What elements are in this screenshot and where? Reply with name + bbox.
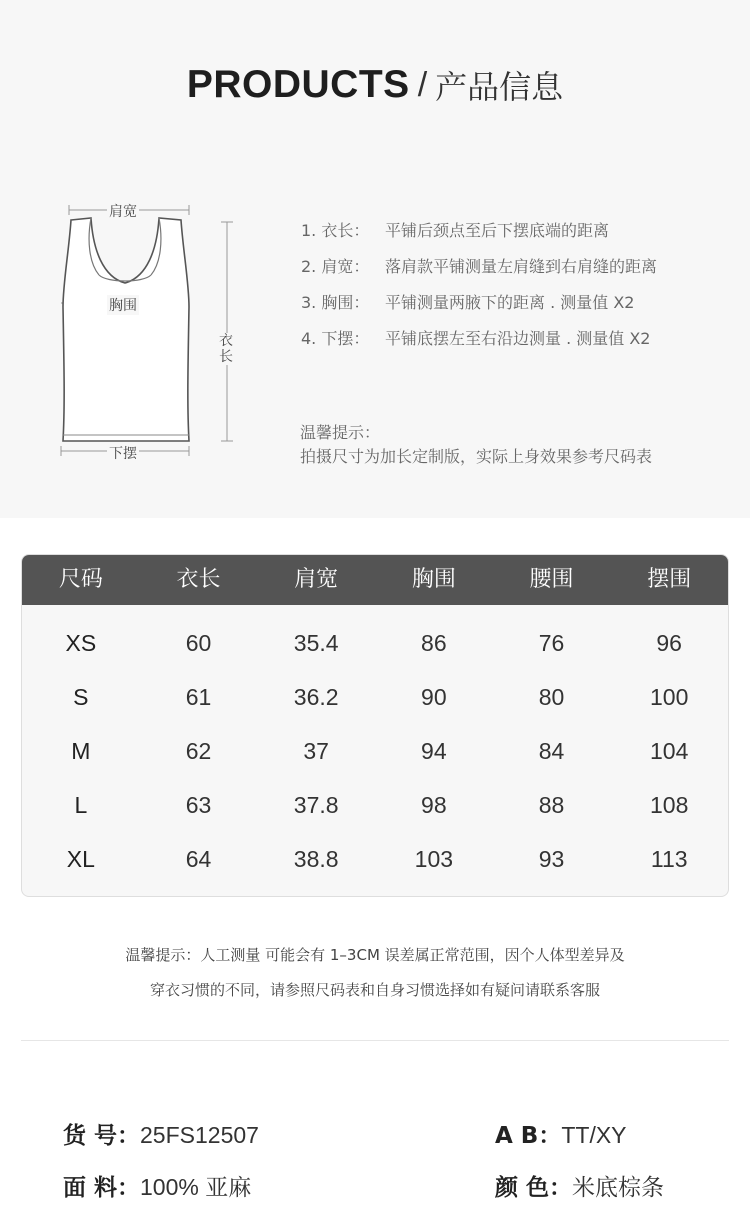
table-cell: 62 [185,738,212,764]
ab-grade-label: A B： [495,1123,562,1149]
note-text: 平铺底摆左至右沿边测量 . 测量值 X2 [385,329,651,348]
fabric [63,1169,251,1202]
size-table-header [22,555,728,605]
table-cell: 94 [421,738,447,764]
measurement-note [301,292,657,328]
table-cell: M [71,738,91,764]
note-text: 平铺测量两腋下的距离 . 测量值 X2 [385,293,635,312]
item-number-label: 货 号： [63,1123,141,1149]
table-cell: 113 [650,846,688,872]
size-table [21,554,729,897]
color-label: 颜 色： [495,1175,573,1201]
table-cell: 98 [421,792,447,818]
title-separator: / [417,65,428,104]
table-row [22,832,728,886]
header-chest: 胸围 [411,567,456,592]
table-cell: 63 [185,792,212,818]
header-size: 尺码 [58,567,103,592]
diagram-length-label: 衣长 [219,333,233,365]
note-text: 平铺后颈点至后下摆底端的距离 [385,221,610,240]
disclaimer-line-2: 穿衣习惯的不同，请参照尺码表和自身习惯选择如有疑问请联系客服 [149,981,600,999]
table-cell: 93 [538,846,565,872]
table-cell: S [73,684,89,710]
table-cell: 80 [538,684,565,710]
table-cell: 88 [538,792,565,818]
note-number: 1. 衣长： [301,221,370,240]
ab-grade-value: TT/XY [561,1122,627,1148]
table-row [22,778,728,832]
table-cell: XL [66,846,95,872]
page-title [0,62,750,108]
item-number [63,1117,259,1150]
title-chinese: 产品信息 [435,68,564,106]
disclaimer-line-1: 温馨提示：人工测量 可能会有 1–3CM 误差属正常范围，因个人体型差异及 [125,946,625,964]
table-row [22,670,728,724]
table-cell: 37 [303,738,329,764]
size-table-body [22,605,728,886]
measurement-note [301,220,657,256]
table-cell: 108 [650,792,689,818]
table-cell: 38.8 [293,846,339,872]
diagram-shoulder-label: 肩宽 [107,201,139,221]
photo-tips [300,421,652,469]
tips-title: 温馨提示： [300,423,381,442]
measurement-disclaimer [0,938,750,1008]
fabric-value: 100% 亚麻 [140,1174,252,1200]
note-number: 4. 下摆： [301,329,370,348]
item-number-value: 25FS12507 [140,1122,259,1148]
diagram-chest-label: 胸围 [107,295,139,315]
table-cell: L [74,792,88,818]
ab-grade [495,1117,627,1150]
header-length: 衣长 [176,567,221,592]
title-english: PRODUCTS [186,63,410,106]
color-value: 米底棕条 [572,1174,665,1200]
table-cell: 36.2 [293,684,339,710]
note-number: 3. 胸围： [301,293,370,312]
table-cell: 37.8 [293,792,339,818]
table-cell: 103 [414,846,454,872]
table-cell: 35.4 [293,630,339,656]
table-cell: 64 [185,846,212,872]
table-cell: 100 [650,684,689,710]
table-cell: 84 [538,738,565,764]
header-waist: 腰围 [529,567,574,592]
note-number: 2. 肩宽： [301,257,370,276]
color [495,1169,664,1202]
section-divider [21,1040,729,1041]
tips-text: 拍摄尺寸为加长定制版，实际上身效果参考尺码表 [300,447,653,466]
diagram-hem-label: 下摆 [107,443,139,463]
table-cell: 61 [185,684,212,710]
table-cell: XS [65,630,97,656]
measurement-note [301,256,657,292]
table-row [22,616,728,670]
measurement-notes [301,220,657,364]
table-cell: 104 [650,738,689,764]
note-text: 落肩款平铺测量左肩缝到右肩缝的距离 [385,257,658,276]
table-cell: 90 [421,684,447,710]
fabric-label: 面 料： [63,1175,141,1201]
table-cell: 96 [656,630,682,656]
table-cell: 76 [538,630,565,656]
measurement-note [301,328,657,364]
table-cell: 60 [185,630,212,656]
header-shoulder: 肩宽 [294,567,339,592]
header-hem: 摆围 [647,567,692,592]
table-cell: 86 [421,630,447,656]
table-row [22,724,728,778]
tank-top-diagram [55,195,245,470]
